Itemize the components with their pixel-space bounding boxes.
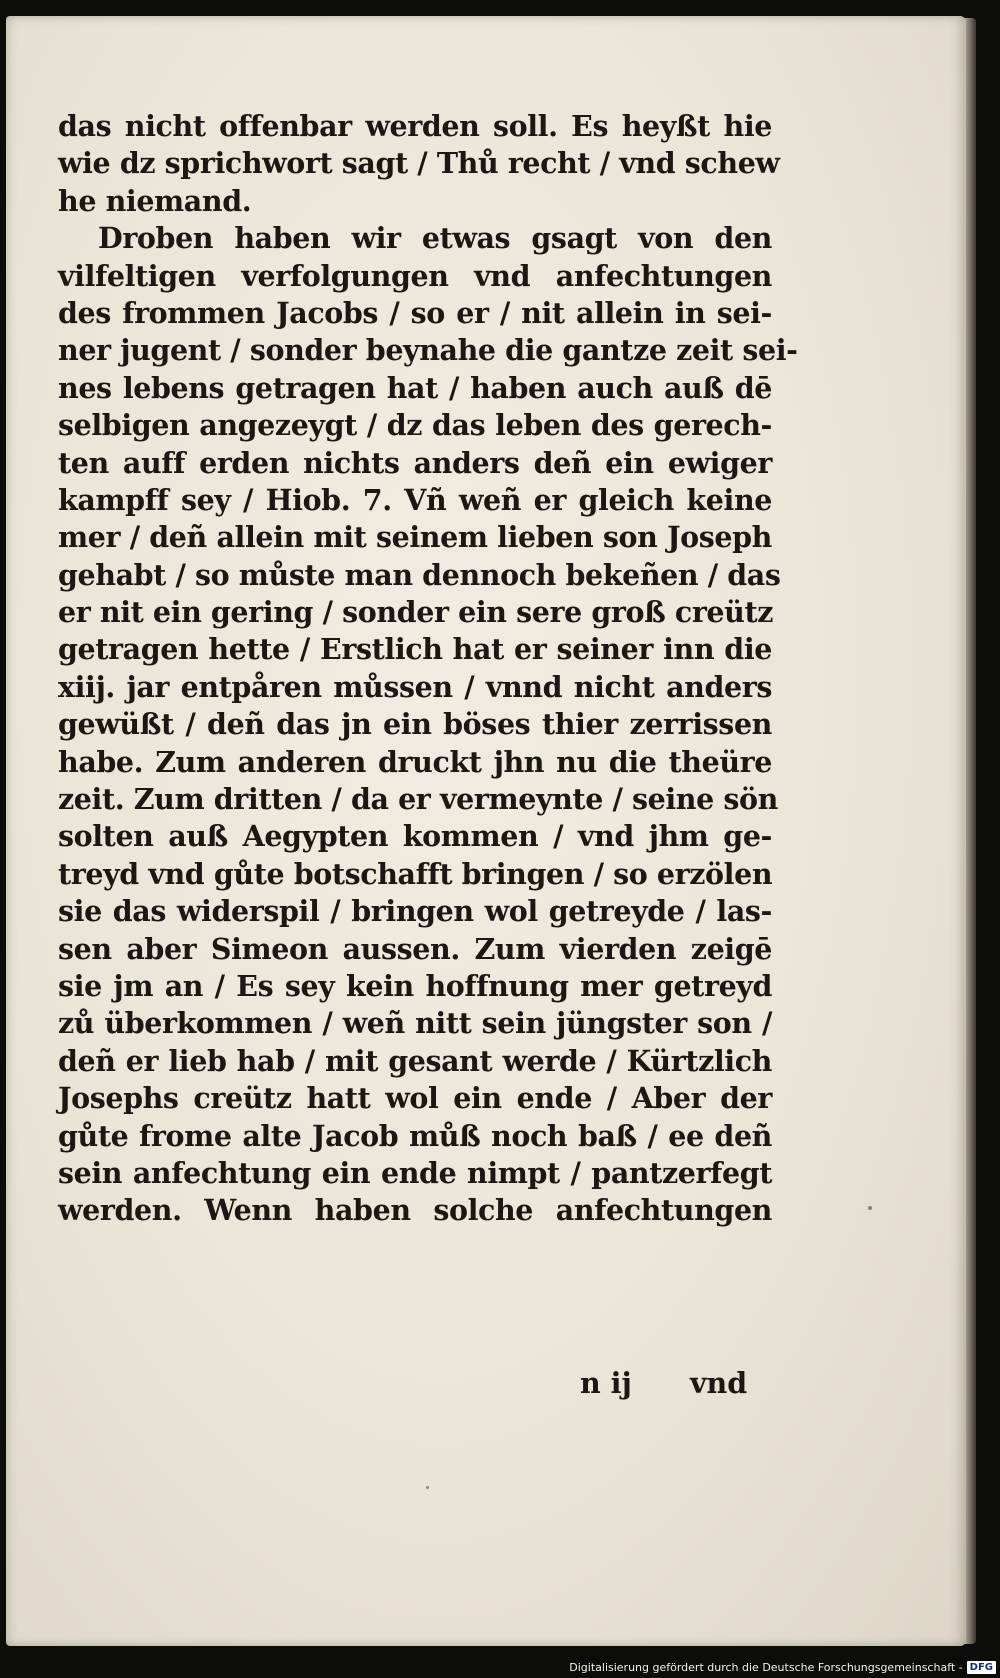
text-line: sie jm an / Es sey kein hoffnung mer getreyd bbox=[58, 968, 772, 1003]
text-line: solten auß Aegypten kommen / vnd jhm ge- bbox=[58, 819, 772, 854]
text-line: mer / deñ allein mit seinem lieben son Joseph bbox=[58, 520, 772, 555]
paper-speck bbox=[868, 1206, 872, 1210]
text-line: habe. Zum anderen druckt jhn nu die theüre bbox=[58, 744, 772, 779]
text-line: nes lebens getragen hat / haben auch auß dē bbox=[58, 370, 772, 405]
text-line: gůte frome alte Jacob můß noch baß / ee deñ bbox=[58, 1118, 772, 1153]
text-line: deñ er lieb hab / mit gesant werde / Kürtzlich bbox=[58, 1043, 772, 1078]
text-line: kampff sey / Hiob. 7. Vñ weñ er gleich keine bbox=[58, 482, 772, 517]
text-line: gewüßt / deñ das jn ein böses thier zerrissen bbox=[58, 707, 772, 742]
signature-mark: n ij bbox=[580, 1366, 632, 1400]
text-line: sen aber Simeon aussen. Zum vierden zeigē bbox=[58, 931, 772, 966]
text-line: Droben haben wir etwas gsagt von den bbox=[98, 221, 772, 256]
text-line: xiij. jar entpåren můssen / vnnd nicht anders bbox=[58, 669, 772, 704]
text-line: vilfeltigen verfolgungen vnd anfechtungen bbox=[58, 258, 772, 293]
text-line: wie dz sprichwort sagt / Thů recht / vnd schew bbox=[58, 146, 780, 181]
text-line: zeit. Zum dritten / da er vermeynte / seine sön bbox=[58, 782, 778, 817]
text-line: zů überkommen / weñ nitt sein jüngster son / bbox=[58, 1006, 772, 1041]
text-line: das nicht offenbar werden soll. Es heyßt hie bbox=[58, 109, 772, 143]
text-line: selbigen angezeygt / dz das leben des gerech- bbox=[58, 408, 772, 443]
funding-credit: Digitalisierung gefördert durch die Deutsche Forschungsgemeinschaft - bbox=[569, 1661, 963, 1674]
page-text bbox=[58, 108, 798, 1230]
text-line: sein anfechtung ein ende nimpt / pantzerfegt bbox=[58, 1155, 772, 1190]
text-line: ner jugent / sonder beynahe die gantze zeit sei- bbox=[58, 333, 798, 368]
text-line: ten auff erden nichts anders deñ ein ewiger bbox=[58, 445, 772, 480]
digitization-footer bbox=[569, 1661, 996, 1674]
text-line: getragen hette / Erstlich hat er seiner inn die bbox=[58, 632, 772, 667]
text-line: sie das widerspil / bringen wol getreyde / las- bbox=[58, 894, 772, 929]
text-line: treyd vnd gůte botschafft bringen / so erzölen bbox=[58, 856, 773, 891]
text-line: des frommen Jacobs / so er / nit allein in sei- bbox=[58, 295, 772, 330]
text-line: werden. Wenn haben solche anfechtungen bbox=[58, 1193, 772, 1228]
text-line: er nit ein gering / sonder ein sere groß creütz bbox=[58, 595, 774, 630]
paper-speck bbox=[426, 1486, 429, 1489]
text-line: gehabt / so můste man dennoch bekeñen / das bbox=[58, 557, 781, 592]
text-line: Josephs creütz hatt wol ein ende / Aber der bbox=[58, 1081, 772, 1116]
text-line: he niemand. bbox=[58, 183, 252, 218]
catchword: vnd bbox=[690, 1366, 748, 1400]
dfg-logo: DFG bbox=[967, 1661, 996, 1674]
